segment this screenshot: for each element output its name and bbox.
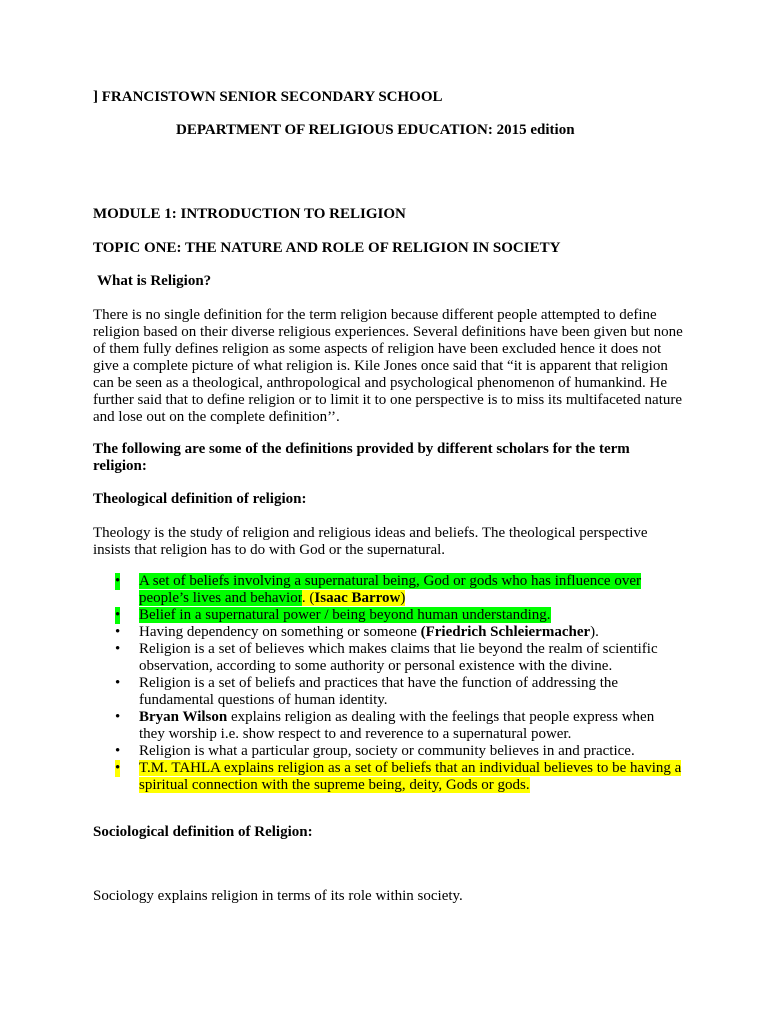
definition-text: A set of beliefs involving a supernatural being, God or gods who has influence over people’s lives and behavior bbox=[139, 573, 641, 606]
list-item bbox=[93, 573, 683, 607]
sociology-paragraph: Sociology explains religion in terms of its role within society. bbox=[93, 888, 463, 904]
list-item bbox=[93, 743, 683, 760]
definition-text: Religion is a set of beliefs and practices that have the function of addressing the fundamental questions of human identity. bbox=[139, 675, 619, 708]
definition-text: T.M. TAHLA explains religion as a set of beliefs that an individual believes to be having a spiritual connection with the supreme being, deity, Gods or gods. bbox=[139, 760, 682, 793]
definition-punct: ). bbox=[590, 624, 599, 640]
intro-paragraph: There is no single definition for the term religion because different people attempted to define religion based on their diverse religious experiences. Several definitions have been given but none of them fully defines religion as some aspects of religion have been excluded hence it does not give a complete picture of what religion is. Kile Jones once said that “it is apparent that religion can be seen as a theological, anthropological and psychological phenomenon of humankind. He further said that to define religion or to limit it to one perspective is to miss its multifaceted nature and lose out on the complete definition’’. bbox=[93, 307, 683, 425]
bullet: • bbox=[115, 624, 121, 640]
author-name: Bryan Wilson bbox=[139, 709, 228, 725]
list-item bbox=[93, 641, 683, 675]
definition-text: Belief in a supernatural power / being beyond human understanding. bbox=[139, 607, 551, 623]
definition-text: explains religion as dealing with the feelings that people express when they worship i.e. show respect to and reverence to a supernatural power. bbox=[139, 709, 655, 742]
definition-punct: ) bbox=[400, 590, 406, 606]
list-item bbox=[93, 624, 683, 641]
bullet: • bbox=[115, 641, 121, 657]
list-item bbox=[93, 675, 683, 709]
sociological-heading: Sociological definition of Religion: bbox=[93, 824, 313, 840]
what-is-religion-heading: What is Religion? bbox=[97, 273, 212, 289]
bullet: • bbox=[115, 573, 121, 589]
bullet: • bbox=[115, 760, 121, 776]
bullet: • bbox=[115, 709, 121, 725]
theological-heading: Theological definition of religion: bbox=[93, 491, 307, 507]
bullet: • bbox=[115, 607, 121, 623]
department-title: DEPARTMENT OF RELIGIOUS EDUCATION: 2015 edition bbox=[176, 122, 575, 138]
list-item bbox=[93, 760, 683, 794]
module-heading: MODULE 1: INTRODUCTION TO RELIGION bbox=[93, 206, 406, 222]
author-name: Isaac Barrow bbox=[314, 590, 401, 606]
definition-text: Religion is what a particular group, society or community believes in and practice. bbox=[139, 743, 635, 759]
theology-paragraph: Theology is the study of religion and religious ideas and beliefs. The theological perspective insists that religion has to do with God or the supernatural. bbox=[93, 525, 648, 558]
topic-heading: TOPIC ONE: THE NATURE AND ROLE OF RELIGION IN SOCIETY bbox=[93, 240, 561, 256]
bullet: • bbox=[115, 675, 121, 691]
list-item bbox=[93, 709, 683, 743]
definitions-list bbox=[93, 573, 683, 794]
definition-text: Religion is a set of believes which makes claims that lie beyond the realm of scientific observation, according to some authority or personal existence with the divine. bbox=[139, 641, 658, 674]
list-item bbox=[93, 607, 683, 624]
definition-text: Having dependency on something or someone bbox=[139, 624, 421, 640]
bullet: • bbox=[115, 743, 121, 759]
school-title: ] FRANCISTOWN SENIOR SECONDARY SCHOOL bbox=[93, 89, 443, 105]
author-name: (Friedrich Schleiermacher bbox=[420, 624, 591, 640]
definitions-intro: The following are some of the definitions provided by different scholars for the term religion: bbox=[93, 441, 630, 474]
definition-punct: . ( bbox=[301, 590, 315, 606]
